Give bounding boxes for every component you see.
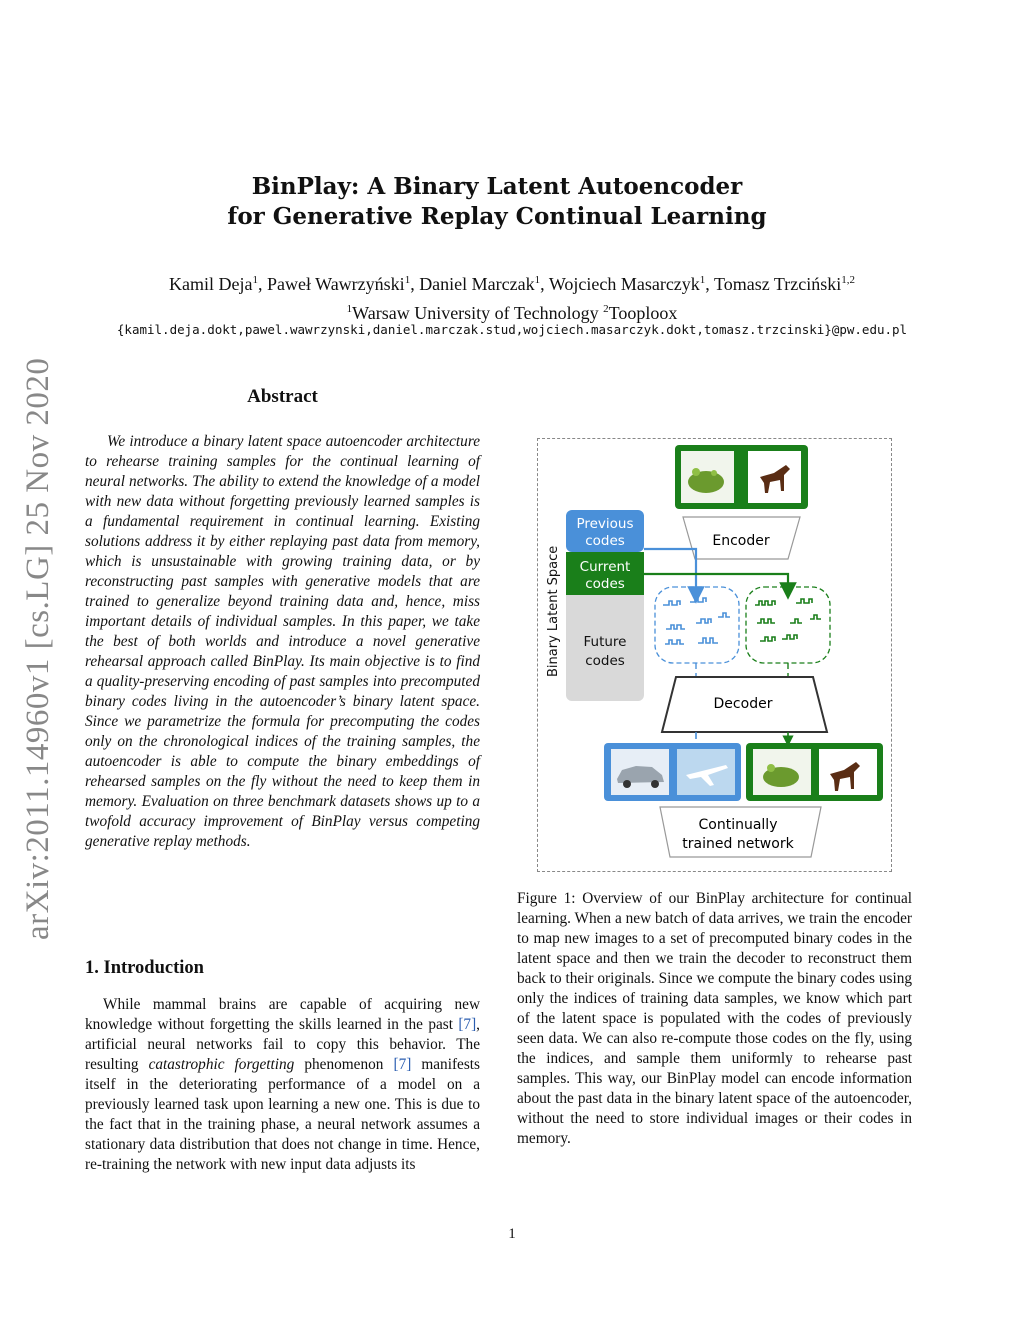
citation-link[interactable]: [7] — [393, 1056, 412, 1073]
previous-codes-cloud — [655, 587, 739, 663]
author-name: Tomasz Trzciński — [713, 274, 842, 294]
author-name: Paweł Wawrzyński — [266, 274, 405, 294]
svg-text:Current: Current — [579, 559, 631, 575]
page-number: 1 — [508, 1226, 516, 1242]
decoder-block — [662, 677, 827, 732]
author-list: Kamil Deja$^1$, Paweł Wawrzyński$^1$, Daniel Marczak$^1$, Wojciech Masarczyk$^1$, Tomasz Trzciński$^{1,2}$ — [169, 274, 855, 294]
author-name: Wojciech Masarczyk — [548, 274, 700, 294]
latent-axis-label: Binary Latent Space — [546, 545, 561, 677]
reconstructed-previous-images — [604, 743, 741, 801]
svg-text:codes: codes — [585, 653, 625, 669]
svg-text:Previous: Previous — [576, 516, 634, 532]
citation-link[interactable]: [7] — [458, 1016, 477, 1033]
author-name: Kamil Deja — [169, 274, 253, 294]
figure-1 — [537, 438, 892, 872]
affiliations: $^1$Warsaw University of Technology $^2$Tooploox — [346, 303, 678, 323]
svg-text:codes: codes — [585, 576, 625, 592]
abstract-text: We introduce a binary latent space autoencoder architecture to rehearse training samples for the continual learning of neural networks. The ability to extend the knowledge of a model with new data without forgetting previously learned samples is a fundamental requirement in continual learning. Existing solutions address it by either replaying past data from memory, which is unsustainable with growing training data, or by reconstructing past samples with generative models that are trained to generalize beyond training data and, hence, miss important details of individual samples. In this paper, we take the best of both worlds and introduce a novel generative rehearsal approach called BinPlay. Its main objective is to find a quality-preserving encoding of past samples into precomputed binary codes living in the autoencoder’s binary latent space. Since we parametrize the formula for precomputing the codes only on the chronological indices of the training samples, the autoencoder is able to compute the binary embeddings of rehearsed samples on the fly without the need to keep them in memory. Evaluation on three benchmark datasets shows up to a twofold accuracy improvement of BinPlay versus competing generative replay methods. — [85, 433, 480, 850]
svg-text:trained network: trained network — [682, 836, 794, 852]
introduction-heading: 1. Introduction — [85, 958, 204, 978]
decoder-label: Decoder — [713, 696, 773, 712]
title-line-1: BinPlay: A Binary Latent Autoencoder — [251, 173, 743, 200]
svg-text:codes: codes — [585, 533, 625, 549]
encoder-block — [683, 517, 800, 559]
introduction-text: While mammal brains are capable of acquiring new knowledge without forgetting the skills learned in the past [7], artificial neural networks fail to copy this behavior. The resulting catastrophic forgetting phenomenon [7] manifests itself in the deteriorating performance of a model on a previously learned task upon learning a new one. This is due to the fact that in the training phase, a neural network assumes a stationary data distribution that does not change in time. Hence, re-training the network with new input data adjusts its — [85, 996, 480, 1173]
input-images — [675, 445, 808, 509]
encoder-label: Encoder — [712, 533, 770, 549]
svg-text:Future: Future — [583, 634, 627, 650]
author-block — [60, 268, 964, 326]
reconstructed-current-images — [746, 743, 883, 801]
title-line-2: for Generative Replay Continual Learning — [227, 203, 767, 230]
latent-space-bar — [546, 510, 644, 701]
figure-caption: Figure 1: Overview of our BinPlay architecture for continual learning. When a new batch of data arrives, we train the encoder to map new images to a set of precomputed binary codes in the latent space and then we train the decoder to reconstruct them back to their originals. Since we compute the binary codes using only the indices of training data samples, we know which part of the latent space is populated with the codes of previously seen data. We can also re-compute those codes on the fly, using the indices, and sample them uniformly to rehearse past samples. This way, our BinPlay model can encode information about the past data in the binary latent space of the autoencoder, without the need to store individual images or their codes in memory. — [517, 890, 912, 1147]
previous-codes-arrow — [644, 549, 696, 595]
current-codes-cloud — [746, 587, 830, 663]
abstract-heading: Abstract — [247, 386, 318, 407]
continually-trained-network — [660, 807, 821, 857]
paper-title — [150, 172, 844, 232]
arxiv-stamp: arXiv:2011.14960v1 [cs.LG] 25 Nov 2020 — [20, 357, 56, 940]
emphasis: catastrophic forgetting — [148, 1056, 295, 1073]
author-name: Daniel Marczak — [419, 274, 535, 294]
svg-text:Continually: Continually — [698, 817, 778, 833]
author-emails: {kamil.deja.dokt,pawel.wawrzynski,daniel.marczak.stud,wojciech.masarczyk.dokt,tomasz.trzcinski}@pw.edu.pl — [116, 322, 908, 337]
affiliation: Warsaw University of Technology — [352, 303, 599, 323]
affiliation: Tooploox — [608, 303, 678, 323]
